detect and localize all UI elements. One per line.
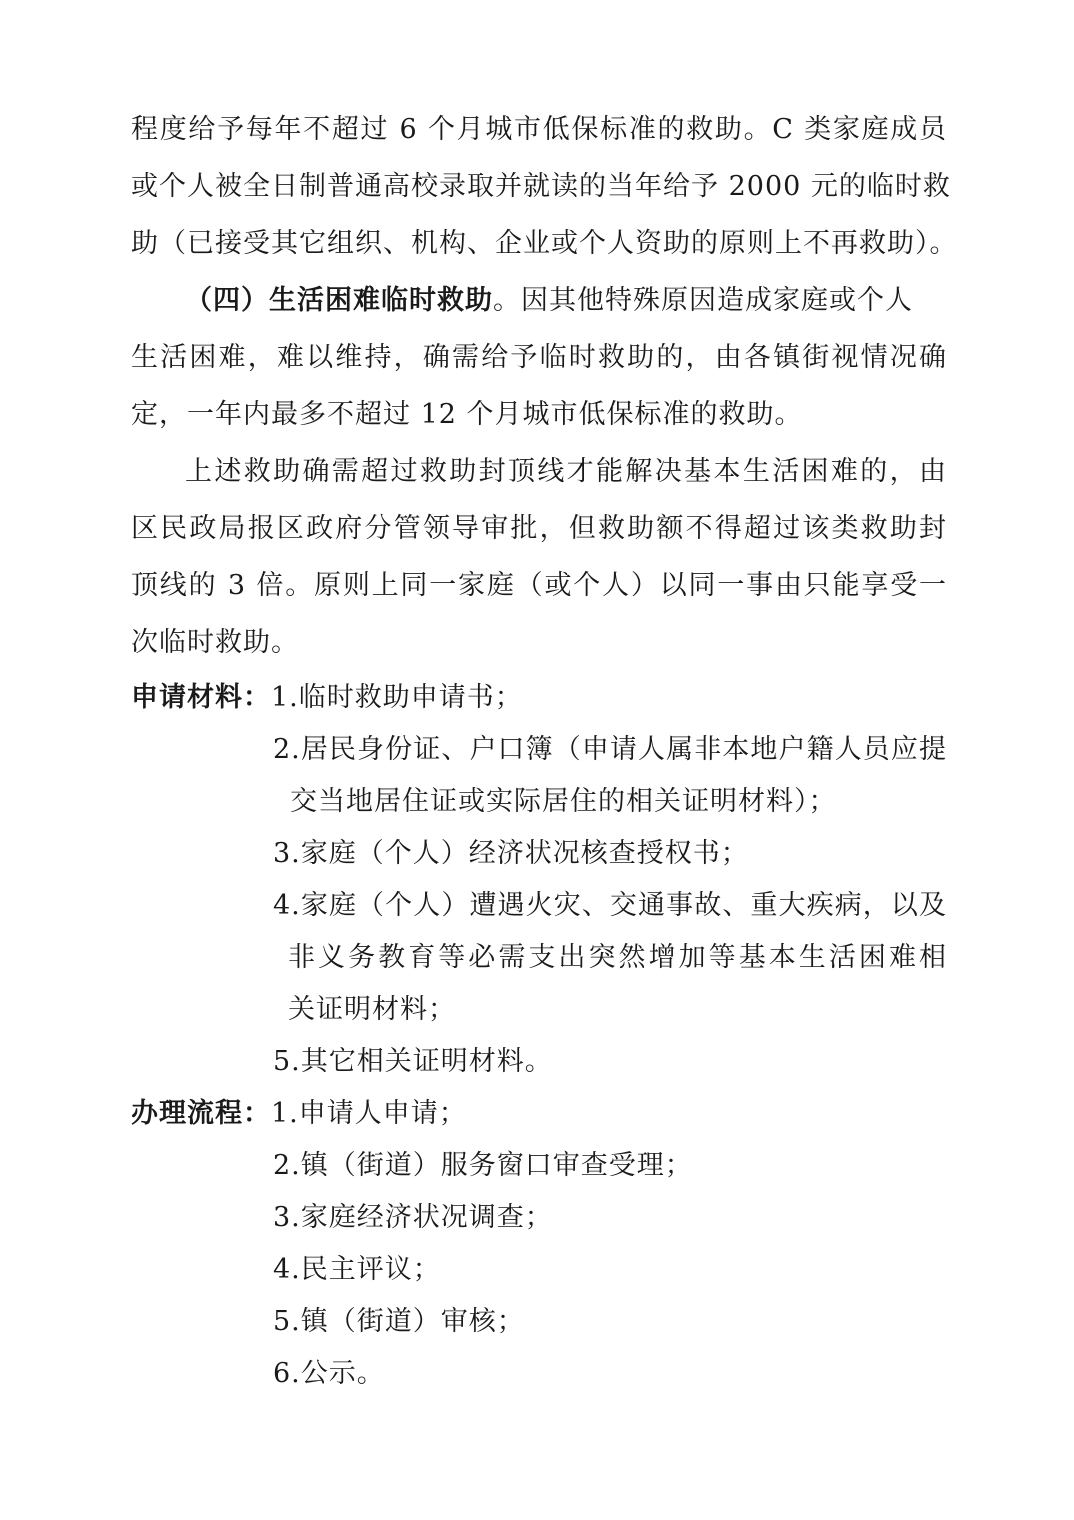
materials-item-3: 3.家庭（个人）经济状况核查授权书； <box>273 838 749 869</box>
materials-item-5: 5.其它相关证明材料。 <box>273 1046 553 1077</box>
paragraph-line: 助（已接受其它组织、机构、企业或个人资助的原则上不再救助）。 <box>131 228 958 259</box>
paragraph-line: 区民政局报区政府分管领导审批，但救助额不得超过该类救助封 <box>131 513 947 544</box>
process-label: 办理流程： <box>131 1098 271 1129</box>
materials-item-4: 4.家庭（个人）遭遇火灾、交通事故、重大疾病，以及 <box>273 890 947 921</box>
materials-label: 申请材料： <box>131 682 271 713</box>
process-step-1: 1.申请人申请； <box>271 1098 467 1129</box>
materials-item-4-cont: 关证明材料； <box>288 994 456 1025</box>
paragraph-line: 生活困难，难以维持，确需给予临时救助的，由各镇街视情况确 <box>131 342 947 373</box>
process-step-3: 3.家庭经济状况调查； <box>273 1202 553 1233</box>
paragraph-line: 或个人被全日制普通高校录取并就读的当年给予 2000 元的临时救 <box>131 171 951 202</box>
materials-item-2-cont: 交当地居住证或实际居住的相关证明材料）； <box>290 786 837 817</box>
materials-item-1: 1.临时救助申请书； <box>271 682 523 713</box>
paragraph-text: 。因其他特殊原因造成家庭或个人 <box>493 285 913 316</box>
subsection-heading: （四）生活困难临时救助 <box>185 285 493 316</box>
paragraph-line: 次临时救助。 <box>131 627 299 658</box>
process-section <box>131 1094 467 1134</box>
paragraph-line: 程度给予每年不超过 6 个月城市低保标准的救助。C 类家庭成员 <box>131 114 947 145</box>
materials-item-4-cont: 非义务教育等必需支出突然增加等基本生活困难相 <box>288 942 947 973</box>
paragraph-line: 定，一年内最多不超过 12 个月城市低保标准的救助。 <box>131 399 803 430</box>
subsection-first-line <box>185 281 947 321</box>
materials-section <box>131 678 523 718</box>
process-step-5: 5.镇（街道）审核； <box>273 1306 525 1337</box>
materials-item-2: 2.居民身份证、户口簿（申请人属非本地户籍人员应提 <box>273 734 947 765</box>
process-step-4: 4.民主评议； <box>273 1254 441 1285</box>
paragraph-line: 顶线的 3 倍。原则上同一家庭（或个人）以同一事由只能享受一 <box>131 570 947 601</box>
process-step-6: 6.公示。 <box>273 1358 385 1389</box>
process-step-2: 2.镇（街道）服务窗口审查受理； <box>273 1150 693 1181</box>
paragraph-line: 上述救助确需超过救助封顶线才能解决基本生活困难的，由 <box>185 456 947 487</box>
